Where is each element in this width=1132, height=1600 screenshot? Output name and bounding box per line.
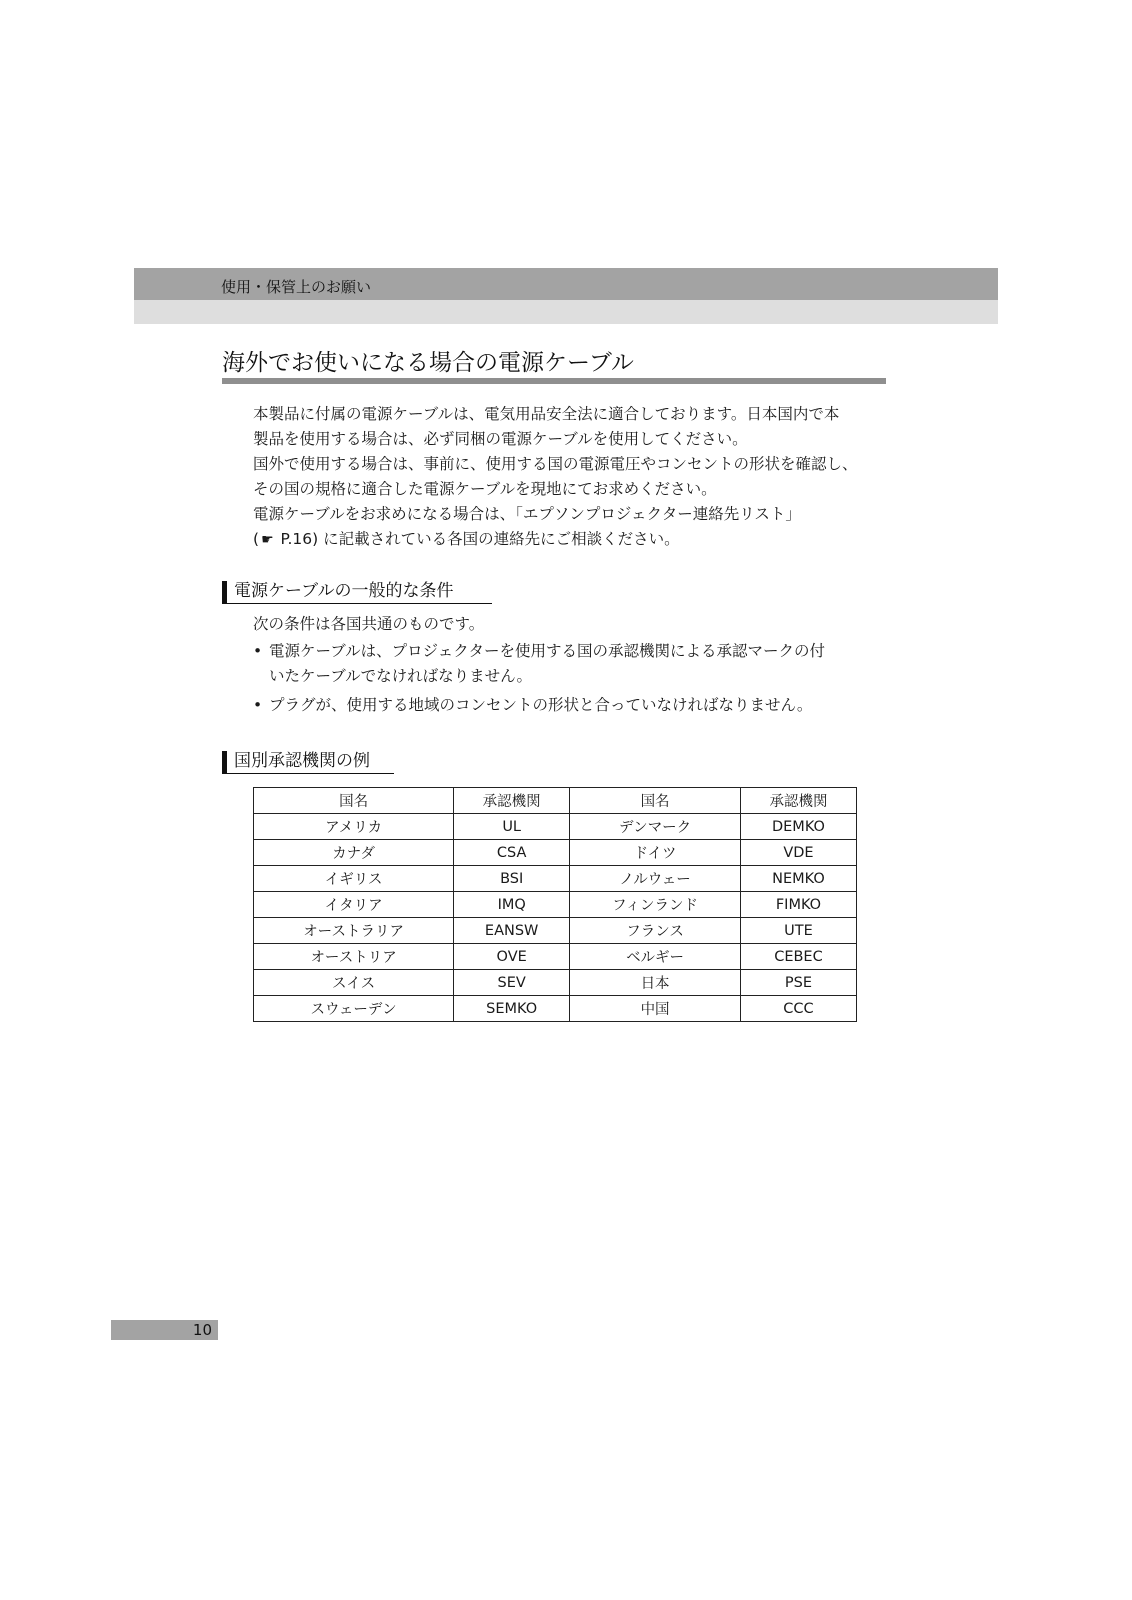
table-row — [254, 944, 857, 970]
intro-reference-line — [253, 527, 893, 553]
intro-line: 本製品に付属の電源ケーブルは、電気用品安全法に適合しております。日本国内で本 — [253, 405, 840, 423]
column-header-country: 国名 — [570, 788, 741, 814]
country-cell: 中国 — [570, 996, 741, 1022]
agency-cell: VDE — [740, 840, 856, 866]
pointing-hand-icon: ☛ — [261, 532, 274, 548]
list-item — [253, 693, 893, 718]
section-heading-text: 電源ケーブルの一般的な条件 — [234, 581, 454, 601]
conditions-list — [253, 639, 893, 722]
country-cell: フランス — [570, 918, 741, 944]
table-row — [254, 892, 857, 918]
heading-underline — [222, 773, 394, 774]
column-header-country: 国名 — [254, 788, 454, 814]
agency-cell: UL — [454, 814, 570, 840]
agency-cell: PSE — [740, 970, 856, 996]
country-cell: スイス — [254, 970, 454, 996]
table-row — [254, 814, 857, 840]
country-cell: オーストリア — [254, 944, 454, 970]
ref-open-paren: ( — [253, 530, 260, 548]
country-cell: ドイツ — [570, 840, 741, 866]
bullet-icon: • — [253, 696, 263, 714]
agency-cell: NEMKO — [740, 866, 856, 892]
agency-cell: DEMKO — [740, 814, 856, 840]
heading-marker — [222, 581, 227, 603]
agency-cell: IMQ — [454, 892, 570, 918]
country-cell: フィンランド — [570, 892, 741, 918]
country-cell: アメリカ — [254, 814, 454, 840]
page-title: 海外でお使いになる場合の電源ケーブル — [222, 350, 634, 376]
section-heading-text: 国別承認機関の例 — [234, 751, 370, 771]
intro-line: その国の規格に適合した電源ケーブルを現地にてお求めください。 — [253, 480, 717, 498]
table-header-row — [254, 788, 857, 814]
agency-cell: CSA — [454, 840, 570, 866]
header-band-light — [134, 300, 998, 324]
country-cell: デンマーク — [570, 814, 741, 840]
table-row — [254, 996, 857, 1022]
country-cell: スウェーデン — [254, 996, 454, 1022]
agency-cell: SEMKO — [454, 996, 570, 1022]
intro-line: 国外で使用する場合は、事前に、使用する国の電源電圧やコンセントの形状を確認し、 — [253, 455, 858, 473]
column-header-agency: 承認機関 — [454, 788, 570, 814]
agency-cell: OVE — [454, 944, 570, 970]
agency-cell: CCC — [740, 996, 856, 1022]
agency-cell: BSI — [454, 866, 570, 892]
intro-paragraph — [253, 402, 893, 553]
page-number: 10 — [192, 1321, 212, 1339]
list-item-text: 電源ケーブルは、プロジェクターを使用する国の承認機関による承認マークの付 — [269, 642, 825, 660]
country-cell: 日本 — [570, 970, 741, 996]
list-item-text: いたケーブルでなければなりません。 — [269, 667, 533, 685]
ref-text: P.16) に記載されている各国の連絡先にご相談ください。 — [275, 530, 680, 548]
conditions-intro: 次の条件は各国共通のものです。 — [253, 615, 485, 633]
country-cell: ベルギー — [570, 944, 741, 970]
intro-line: 電源ケーブルをお求めになる場合は、「エプソンプロジェクター連絡先リスト」 — [253, 505, 801, 523]
agency-cell: FIMKO — [740, 892, 856, 918]
country-cell: オーストラリア — [254, 918, 454, 944]
bullet-icon: • — [253, 642, 263, 660]
table-row — [254, 866, 857, 892]
list-item-text: プラグが、使用する地域のコンセントの形状と合っていなければなりません。 — [269, 696, 813, 714]
section-header-label: 使用・保管上のお願い — [221, 278, 372, 296]
country-cell: イタリア — [254, 892, 454, 918]
heading-marker — [222, 751, 227, 773]
column-header-agency: 承認機関 — [740, 788, 856, 814]
country-cell: イギリス — [254, 866, 454, 892]
agency-cell: SEV — [454, 970, 570, 996]
title-rule — [222, 378, 886, 384]
section-header-band — [134, 268, 998, 324]
agency-cell: EANSW — [454, 918, 570, 944]
page-number-tab — [111, 1320, 218, 1340]
country-cell: ノルウェー — [570, 866, 741, 892]
agency-cell: CEBEC — [740, 944, 856, 970]
table-row — [254, 840, 857, 866]
table-row — [254, 970, 857, 996]
intro-line: 製品を使用する場合は、必ず同梱の電源ケーブルを使用してください。 — [253, 430, 748, 448]
agency-cell: UTE — [740, 918, 856, 944]
approval-agency-table — [253, 787, 857, 1022]
table-row — [254, 918, 857, 944]
country-cell: カナダ — [254, 840, 454, 866]
list-item — [253, 639, 893, 689]
heading-underline — [222, 603, 492, 604]
